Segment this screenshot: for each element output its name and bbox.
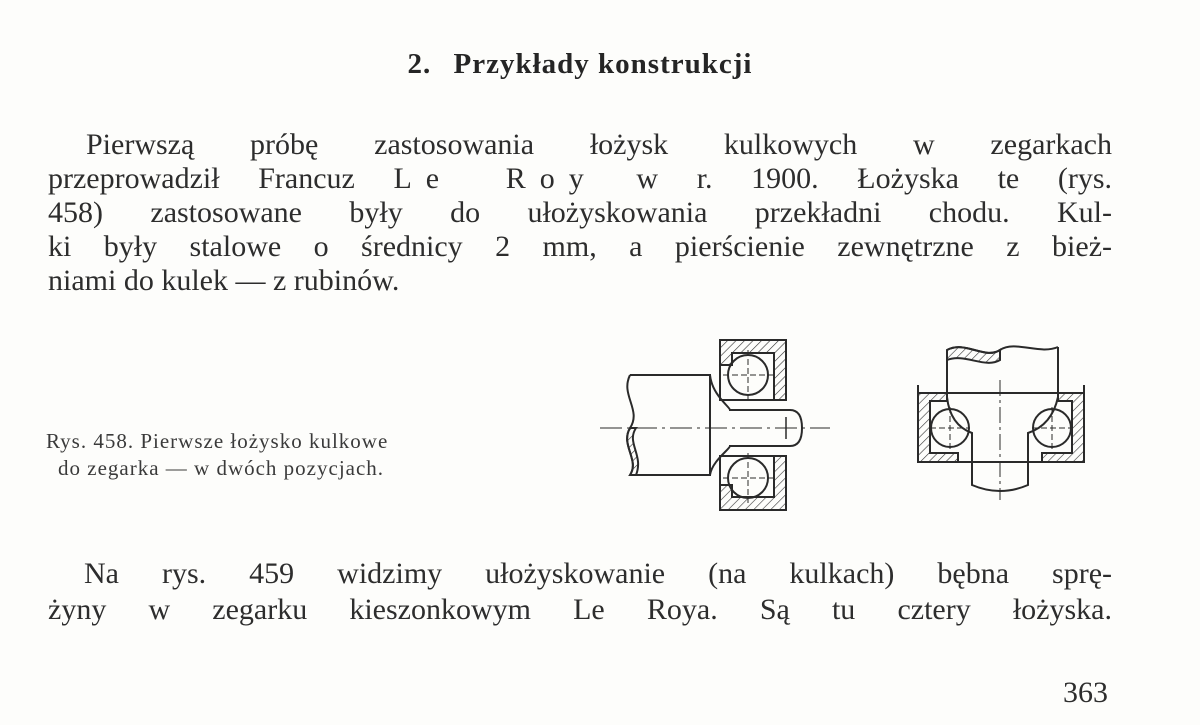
author-name: Le Roy bbox=[393, 162, 598, 195]
text-fragment: przeprowadził Francuz bbox=[48, 162, 394, 195]
caption-line: Rys. 458. Pierwsze łożysko kulkowe bbox=[46, 429, 389, 453]
paragraph-line: ki były stalowe o średnicy 2 mm, a pierścienie zewnętrzne z bież- bbox=[48, 230, 1112, 263]
ball-bearing-drawing bbox=[590, 325, 1110, 525]
section-title: Przykłady konstrukcji bbox=[453, 48, 753, 80]
bearing-view-left bbox=[600, 340, 830, 510]
paragraph-line: Pierwszą próbę zastosowania łożysk kulkowych w zegarkach bbox=[86, 128, 1112, 161]
bearing-view-right bbox=[918, 346, 1084, 500]
paragraph-line: 458) zastosowane były do ułożyskowania przekładni chodu. Kul- bbox=[48, 196, 1112, 229]
section-number: 2. bbox=[407, 48, 432, 80]
paragraph-line: Na rys. 459 widzimy ułożyskowanie (na kulkach) bębna sprę- bbox=[84, 557, 1112, 590]
paragraph-line bbox=[48, 162, 1112, 196]
text-fragment: w r. 1900. Łożyska te (rys. bbox=[597, 162, 1113, 195]
figure-caption bbox=[46, 428, 566, 482]
caption-line: do zegarka — w dwóch pozycjach. bbox=[58, 456, 385, 480]
paragraph-drum bbox=[48, 556, 1112, 628]
paragraph-intro bbox=[48, 128, 1112, 298]
paragraph-line: żyny w zegarku kieszonkowym Le Roya. Są tu cztery łożyska. bbox=[48, 593, 1112, 626]
paragraph-line: niami do kulek — z rubinów. bbox=[48, 264, 400, 297]
page-number: 363 bbox=[1063, 676, 1108, 709]
section-heading bbox=[0, 48, 1160, 81]
